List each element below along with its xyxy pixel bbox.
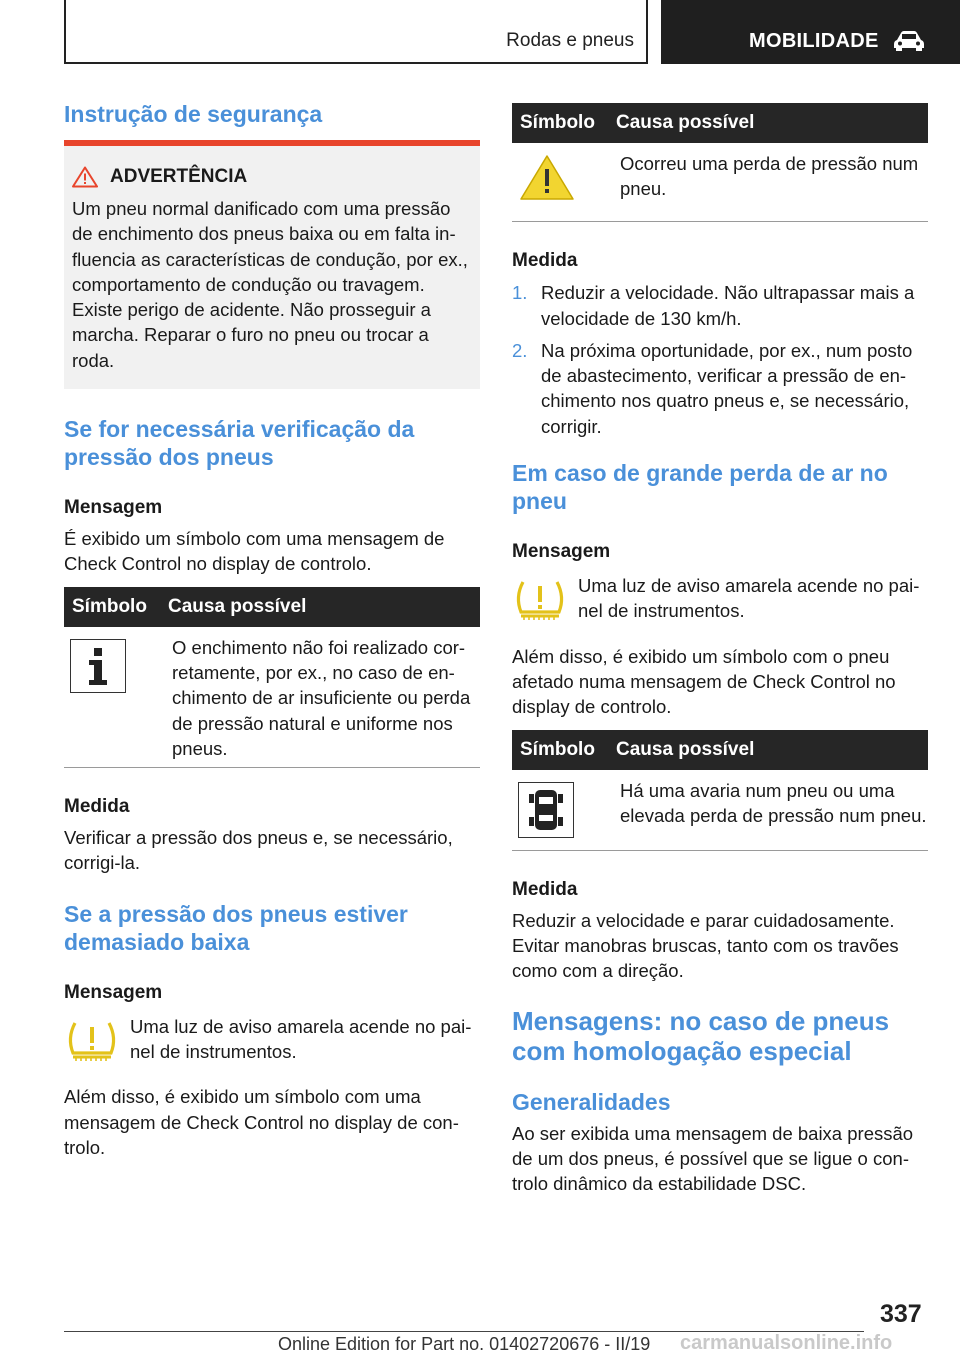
right-column <box>512 103 928 1197</box>
low-message-light-text: Uma luz de aviso amarela acende no pai-nel de instrumentos. <box>130 1015 472 1063</box>
low-message-heading: Mensagem <box>64 981 163 1003</box>
low-message-row <box>64 1014 480 1065</box>
big-loss-title: Em caso de grande perda de ar no pneu <box>512 460 888 515</box>
special-tires-title: Mensagens: no caso de pneus com homologação especial <box>512 1005 890 1066</box>
step-number: 1. <box>512 282 528 304</box>
measure-steps <box>512 280 928 439</box>
big-message-text: Além disso, é exibido um símbolo com o pneu afetado numa mensagem de Check Control no display de controlo. <box>512 645 896 718</box>
step-number: 2. <box>512 339 528 361</box>
table-header-cause: Causa possível <box>610 103 928 143</box>
warning-heading <box>72 166 472 188</box>
measure-text: Reduzir a velocidade e parar cuidadosamente. Evitar manobras bruscas, tanto com os travões como com a direção. <box>512 909 899 982</box>
check-message-heading: Mensagem <box>64 497 163 519</box>
list-item <box>512 338 928 439</box>
header-section-title: Rodas e pneus <box>506 30 634 51</box>
table-header-cause: Causa possível <box>162 587 480 627</box>
info-icon <box>70 639 126 693</box>
table-header-symbol: Símbolo <box>512 103 610 143</box>
step-text: Na próxima oportunidade, por ex., num posto de abastecimento, verificar a pressão de en-chimento nos quatro pneus e, se necessário, corrigir. <box>541 339 913 437</box>
list-item <box>512 280 928 331</box>
big-message-light-text: Uma luz de aviso amarela acende no pai-nel de instrumentos. <box>578 575 920 622</box>
table-header-symbol: Símbolo <box>512 730 610 770</box>
header-section-box <box>64 0 648 64</box>
measure-text: Verificar a pressão dos pneus e, se necessário, corrigi-la. <box>64 827 453 874</box>
table-cause-text: O enchimento não foi realizado cor-retamente, por ex., no caso de en-chimento de ar insuficiente ou perda de pressão natural e uniforme nos pneus. <box>162 627 480 768</box>
car-icon <box>893 30 925 52</box>
table-row <box>512 770 928 851</box>
page-number: 337 <box>880 1300 922 1328</box>
warning-title: ADVERTÊNCIA <box>110 166 248 187</box>
table-cause-text: Há uma avaria num pneu ou uma elevada perda de pressão num pneu. <box>610 770 928 851</box>
low-pressure-title: Se a pressão dos pneus estiver demasiado baixa <box>64 900 408 955</box>
low-message-text: Além disso, é exibido um símbolo com uma mensagem de Check Control no display de con-trolo. <box>64 1086 459 1158</box>
step-text: Reduzir a velocidade. Não ultrapassar mais a velocidade de 130 km/h. <box>541 282 915 329</box>
general-title: Generalidades <box>512 1088 671 1115</box>
header-chapter-box <box>661 0 960 64</box>
warning-text: Um pneu normal danificado com uma pressão de enchimento dos pneus baixa ou em falta in-fluencia as características de condução, por ex., comportamento de condução ou travagem. Existe perigo de acidente. Não prosseguir a marcha. Reparar o furo no pneu ou trocar a roda. <box>72 198 468 371</box>
check-message-text: É exibido um símbolo com uma mensagem de Check Control no display de controlo. <box>64 528 445 575</box>
header-chapter-title: MOBILIDADE <box>749 30 879 52</box>
table-row <box>512 143 928 222</box>
table-cause-text: Ocorreu uma perda de pressão num pneu. <box>610 143 928 222</box>
footer-edition: Online Edition for Part no. 01402720676 - II/19 <box>278 1334 651 1354</box>
big-message-row <box>512 573 928 624</box>
left-column <box>64 100 480 1160</box>
footer-watermark: carmanualsonline.info <box>680 1332 893 1354</box>
warning-triangle-icon <box>72 166 98 188</box>
table-header-cause: Causa possível <box>610 730 928 770</box>
symbol-table-info <box>64 587 480 768</box>
symbol-table-tire-damage <box>512 730 928 851</box>
check-pressure-title: Se for necessária verificação da pressão dos pneus <box>64 416 415 471</box>
yellow-warning-triangle-icon <box>518 153 576 203</box>
measure-heading: Medida <box>64 796 130 818</box>
car-top-view-icon <box>518 782 574 838</box>
warning-box <box>64 146 480 389</box>
big-message-heading: Mensagem <box>512 541 611 563</box>
general-text: Ao ser exibida uma mensagem de baixa pressão de um dos pneus, é possível que se ligue o con-trolo dinâmico da estabilidade DSC. <box>512 1122 914 1195</box>
measure-heading: Medida <box>512 250 578 272</box>
tire-pressure-warning-icon <box>64 1020 120 1062</box>
safety-title: Instrução de segurança <box>64 101 323 127</box>
symbol-table-pressure-loss <box>512 103 928 222</box>
measure-heading: Medida <box>512 878 578 900</box>
table-header-symbol: Símbolo <box>64 587 162 627</box>
table-row <box>64 627 480 768</box>
tire-pressure-warning-icon <box>512 579 568 621</box>
